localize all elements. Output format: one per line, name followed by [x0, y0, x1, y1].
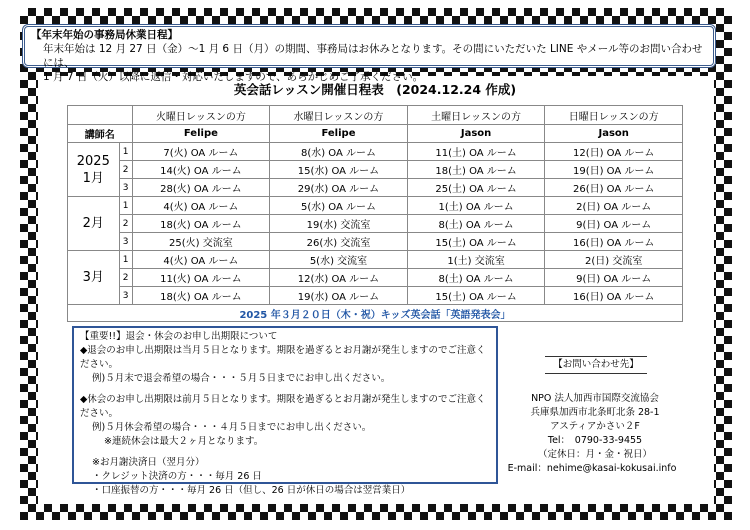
- contact-tel: Tel： 0790-33-9455: [547, 435, 643, 446]
- fee-date-title: ※お月謝決済日（翌月分）: [92, 457, 205, 468]
- lesson-cell: 8(土) OA ルーム: [407, 215, 545, 233]
- lesson-cell: 1(土) 交流室: [407, 251, 545, 269]
- week-number: 2: [119, 269, 132, 287]
- lesson-cell: 29(水) OA ルーム: [270, 179, 408, 197]
- lesson-cell: 11(火) OA ルーム: [132, 269, 270, 287]
- header-day-1: 水曜日レッスンの方: [270, 106, 408, 125]
- lesson-cell: 15(土) OA ルーム: [407, 233, 545, 251]
- table-row: [68, 143, 683, 161]
- lesson-cell: 25(火) 交流室: [132, 233, 270, 251]
- header-day-3: 日曜日レッスンの方: [545, 106, 683, 125]
- holiday-notice: [22, 24, 716, 83]
- lesson-cell: 18(火) OA ルーム: [132, 287, 270, 305]
- lesson-cell: 9(日) OA ルーム: [545, 215, 683, 233]
- month-name: 1月: [82, 170, 104, 186]
- contact-building: アスティアかさい２F: [550, 421, 640, 432]
- contact-info: [505, 392, 685, 476]
- lesson-cell: 2(日) OA ルーム: [545, 197, 683, 215]
- withdraw-example: 例)５月末で退会希望の場合・・・５月５日までにお申し出ください。: [92, 373, 391, 384]
- lesson-cell: 16(日) OA ルーム: [545, 233, 683, 251]
- lesson-cell: 8(水) OA ルーム: [270, 143, 408, 161]
- week-number: 2: [119, 215, 132, 233]
- lesson-cell: 18(火) OA ルーム: [132, 215, 270, 233]
- lesson-cell: 5(水) OA ルーム: [270, 197, 408, 215]
- contact-closed: （定休日：月・金・祝日）: [537, 449, 652, 460]
- lesson-cell: 15(土) OA ルーム: [407, 287, 545, 305]
- withdrawal-rules-box: [72, 326, 498, 496]
- week-number: 2: [119, 161, 132, 179]
- contact-email: E-mail：nehime@kasai-kokusai.info: [507, 463, 677, 474]
- lesson-cell: 15(水) OA ルーム: [270, 161, 408, 179]
- lesson-cell: 25(土) OA ルーム: [407, 179, 545, 197]
- teacher-name-3: Jason: [545, 125, 683, 143]
- contact-org: NPO 法人加西市国際交流協会: [531, 393, 659, 404]
- lesson-cell: 19(水) 交流室: [270, 215, 408, 233]
- lesson-cell: 7(火) OA ルーム: [132, 143, 270, 161]
- teacher-name-0: Felipe: [132, 125, 270, 143]
- week-number: 3: [119, 233, 132, 251]
- table-row: [68, 161, 683, 179]
- notice-line-2: 1 月 7 日（火）以降に返信・対応いたしますので、あらかじめご了承ください。: [43, 71, 424, 83]
- lesson-cell: 26(水) 交流室: [270, 233, 408, 251]
- notice-line-1: 年末年始は 12 月 27 日（金）～1 月 6 日（月）の期間、事務局はお休みとなります。その間にいただいた LINE やメール等のお問い合わせには、: [43, 43, 703, 69]
- lesson-cell: 8(土) OA ルーム: [407, 269, 545, 287]
- table-row: [68, 269, 683, 287]
- header-day-2: 土曜日レッスンの方: [407, 106, 545, 125]
- month-name: 3月: [82, 270, 104, 285]
- table-row: [68, 197, 683, 215]
- fee-bank: ・口座振替の方・・・毎月 26 日（但し、26 日が休日の場合は翌営業日）: [92, 485, 411, 496]
- teacher-label: 講師名: [68, 125, 133, 143]
- month-label: [68, 197, 120, 251]
- lesson-cell: 11(土) OA ルーム: [407, 143, 545, 161]
- month-label: [68, 143, 120, 197]
- lesson-cell: 18(土) OA ルーム: [407, 161, 545, 179]
- lesson-schedule-table: [67, 105, 683, 322]
- week-number: 3: [119, 287, 132, 305]
- table-row: [68, 233, 683, 251]
- event-announcement: 2025 年３月２０日（木・祝）キッズ英会話「英語発表会」: [68, 305, 683, 322]
- document-title: 英会話レッスン開催日程表 (2024.12.24 作成): [233, 82, 517, 97]
- header-day-0: 火曜日レッスンの方: [132, 106, 270, 125]
- contact-heading: 【お問い合わせ先】: [545, 356, 647, 374]
- teacher-name-1: Felipe: [270, 125, 408, 143]
- rules-title: 【重要!!】退会・休会のお申し出期限について: [80, 331, 278, 342]
- lesson-cell: 28(火) OA ルーム: [132, 179, 270, 197]
- lesson-cell: 5(水) 交流室: [270, 251, 408, 269]
- contact-address: 兵庫県加西市北条町北条 28-1: [530, 407, 660, 418]
- header-corner: [68, 106, 133, 125]
- teacher-row: [68, 125, 683, 143]
- week-number: 3: [119, 179, 132, 197]
- pause-limit-note: ※連続休会は最大２ヶ月となります。: [104, 436, 264, 447]
- lesson-cell: 4(火) OA ルーム: [132, 197, 270, 215]
- lesson-cell: 12(日) OA ルーム: [545, 143, 683, 161]
- week-number: 1: [119, 197, 132, 215]
- table-row: [68, 287, 683, 305]
- table-header-row: [68, 106, 683, 125]
- table-row: [68, 251, 683, 269]
- pause-rule: ◆休会のお申し出期限は前月５日となります。期限を過ぎるとお月謝が発生しますのでご注意ください。: [80, 394, 486, 419]
- lesson-cell: 4(火) OA ルーム: [132, 251, 270, 269]
- lesson-cell: 19(日) OA ルーム: [545, 161, 683, 179]
- lesson-cell: 16(日) OA ルーム: [545, 287, 683, 305]
- week-number: 1: [119, 251, 132, 269]
- lesson-cell: 12(水) OA ルーム: [270, 269, 408, 287]
- month-name: 2月: [82, 216, 104, 231]
- month-label: [68, 251, 120, 305]
- lesson-cell: 1(土) OA ルーム: [407, 197, 545, 215]
- year-label: 2025: [76, 153, 110, 169]
- teacher-name-2: Jason: [407, 125, 545, 143]
- lesson-cell: 19(水) OA ルーム: [270, 287, 408, 305]
- table-row: [68, 215, 683, 233]
- lesson-cell: 2(日) 交流室: [545, 251, 683, 269]
- table-row: [68, 179, 683, 197]
- notice-title: 【年末年始の事務局休業日程】: [31, 29, 178, 41]
- lesson-cell: 26(日) OA ルーム: [545, 179, 683, 197]
- week-number: 1: [119, 143, 132, 161]
- lesson-cell: 14(火) OA ルーム: [132, 161, 270, 179]
- lesson-cell: 9(日) OA ルーム: [545, 269, 683, 287]
- withdraw-rule: ◆退会のお申し出期限は当月５日となります。期限を過ぎるとお月謝が発生しますのでご注意ください。: [80, 345, 486, 370]
- event-row: [68, 305, 683, 322]
- pause-example: 例)５月休会希望の場合・・・４月５日までにお申し出ください。: [92, 422, 372, 433]
- fee-credit: ・クレジット決済の方・・・毎月 26 日: [92, 471, 262, 482]
